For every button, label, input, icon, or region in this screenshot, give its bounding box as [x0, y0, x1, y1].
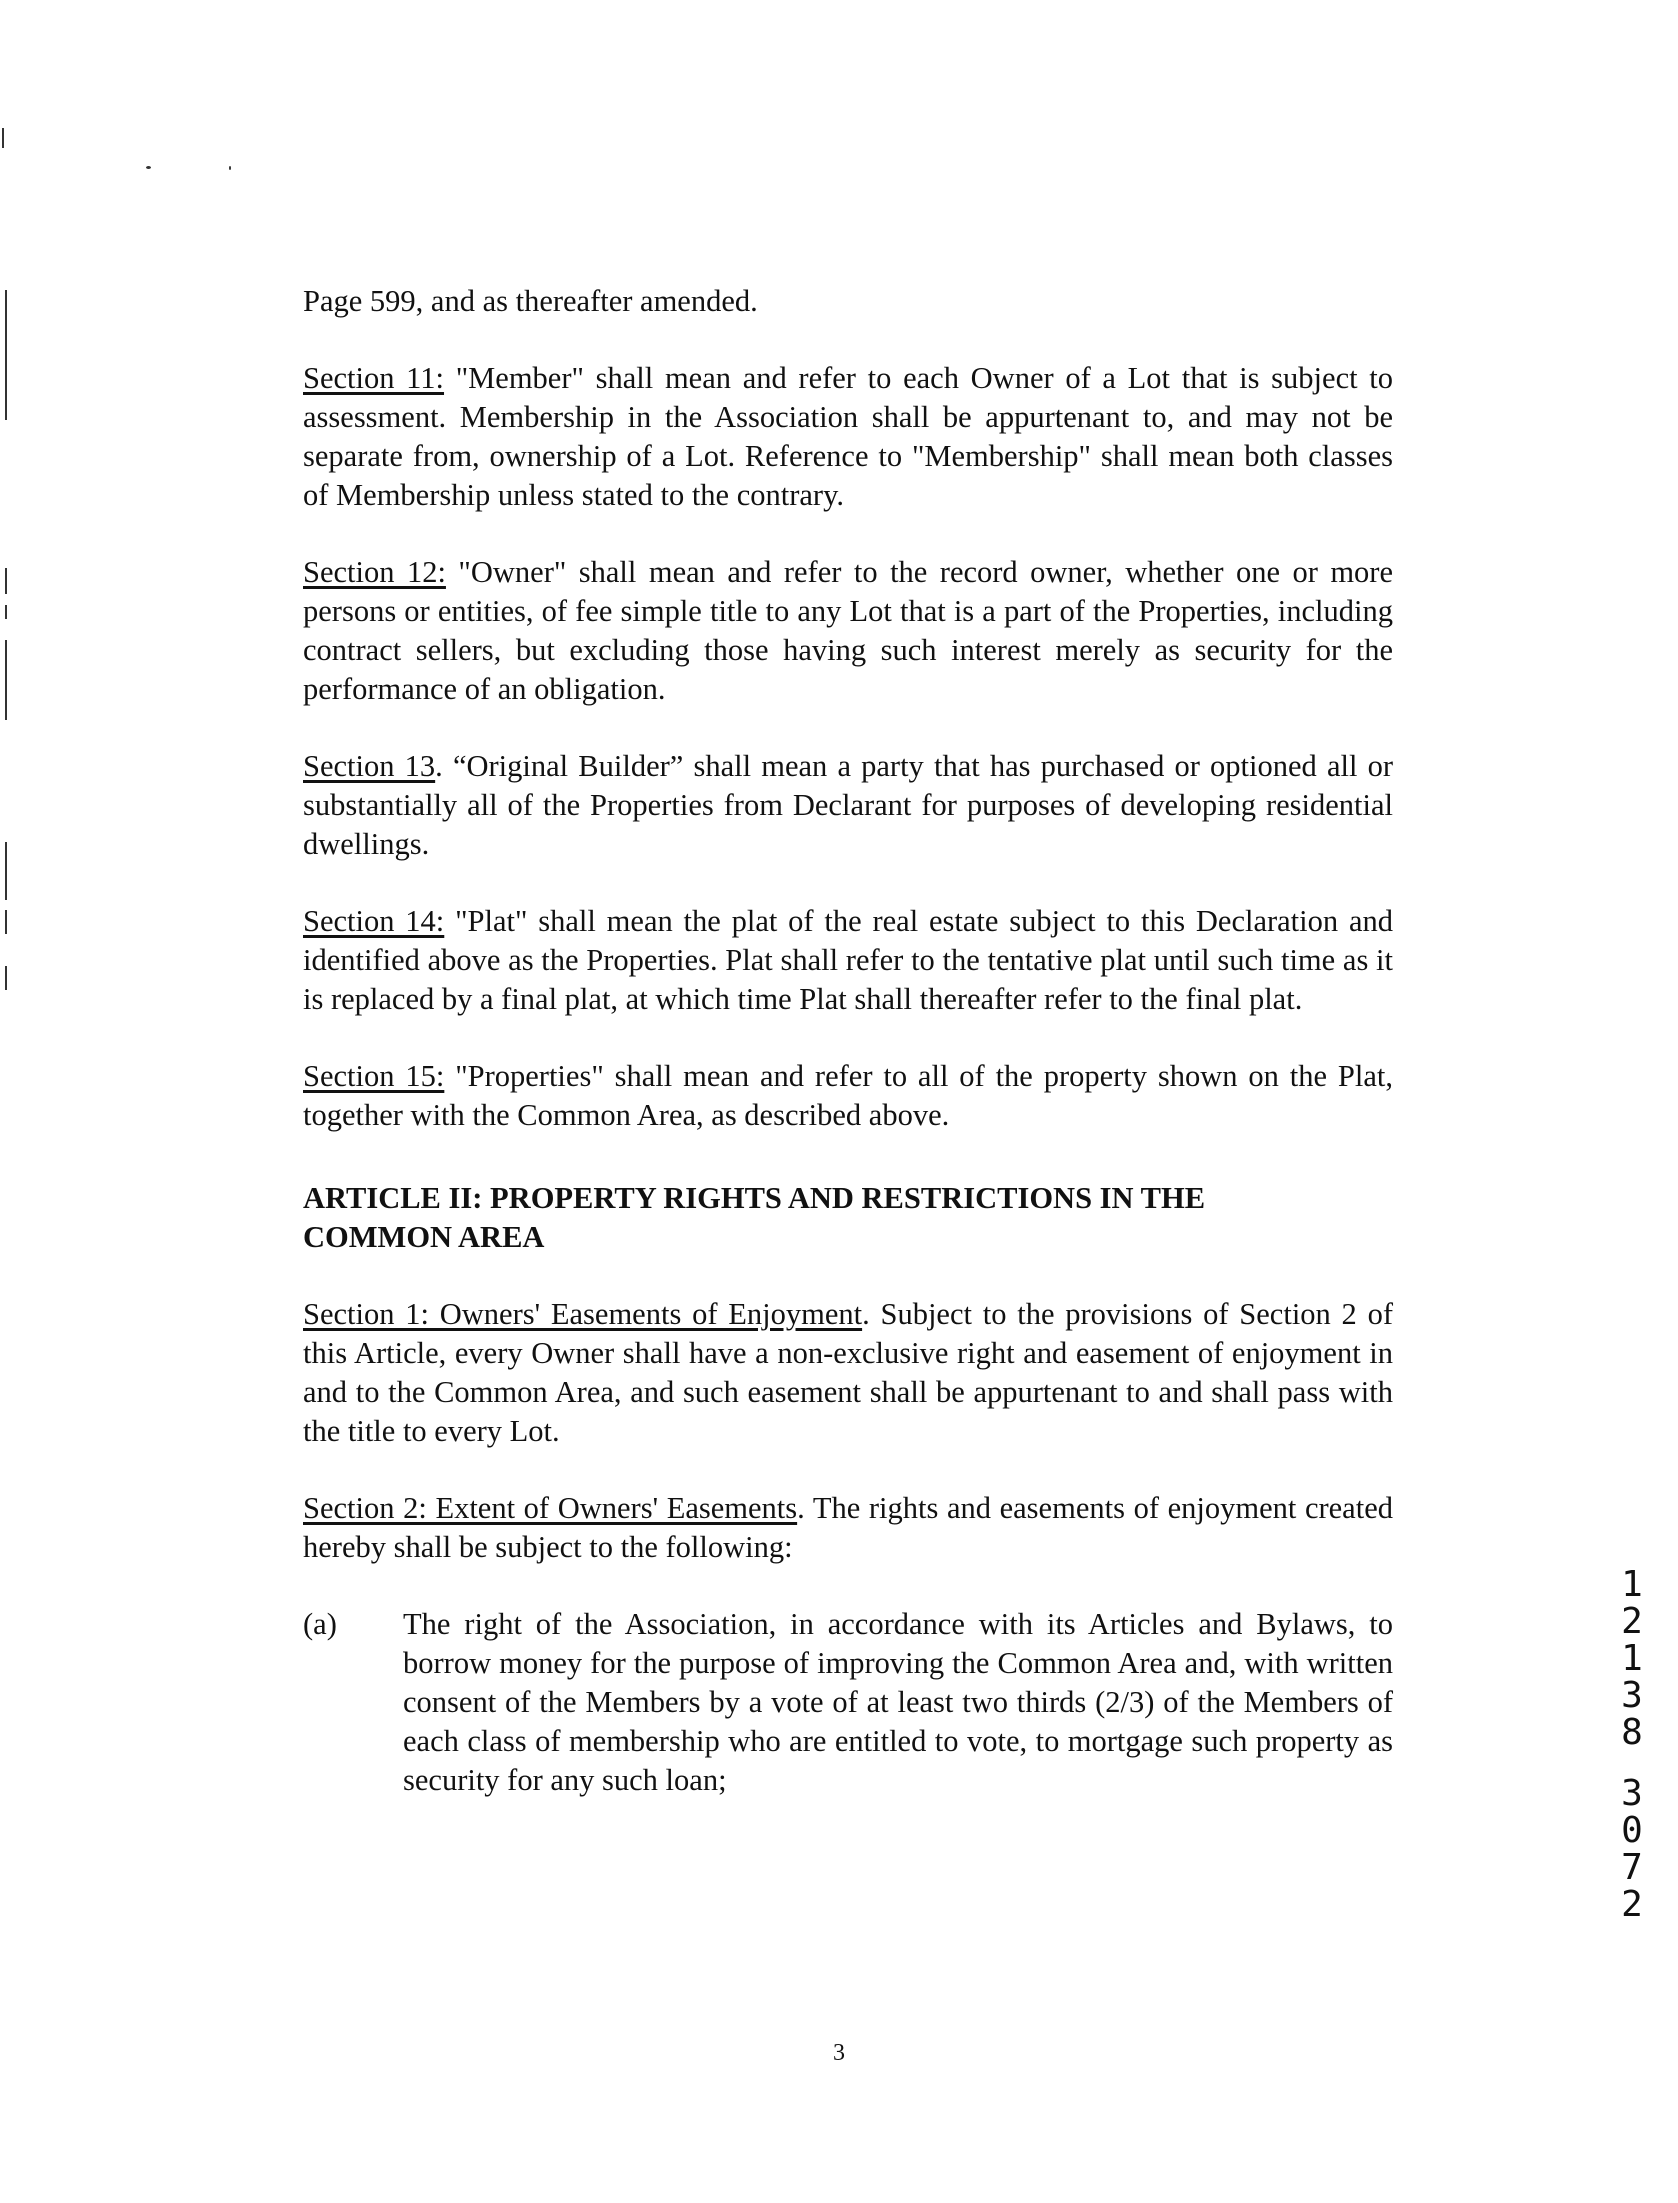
list-text: The right of the Association, in accordance with its Articles and Bylaws, to borrow money for the purpose of improving the Common Area and, with written consent of the Members by a vote of at least two thirds (2/3) of the Members of each class of membership who are entitled to vote, to mortgage such property as security for any such loan; — [403, 1607, 1393, 1797]
stamp-digit: 3 — [1621, 1675, 1643, 1716]
stamp-digit: 7 — [1621, 1847, 1643, 1888]
section-text: . “Original Builder” shall mean a party that has purchased or optioned all or substantially all of the Properties from Declarant for purposes of developing residential dwellings. — [303, 749, 1393, 861]
section-text: "Member" shall mean and refer to each Owner of a Lot that is subject to assessment. Membership in the Association shall be appurtenant to, and may not be separate from, ownership of a Lot. Reference to "Membership" shall mean both classes of Membership unless stated to the contrary. — [303, 361, 1393, 512]
section-label: Section 15: — [303, 1059, 445, 1093]
section-label: Section 1: Owners' Easements of Enjoyment — [303, 1297, 863, 1331]
section-label: Section 14: — [303, 904, 445, 938]
scan-mark — [5, 290, 7, 420]
stamp-digit: 0 — [1621, 1810, 1643, 1851]
stamp-digit: 3 — [1621, 1773, 1643, 1814]
section-13 — [303, 747, 1393, 864]
section-label: Section 11: — [303, 361, 445, 395]
section-text: . The rights and easements of enjoyment created hereby shall be subject to the following: — [303, 1491, 1393, 1564]
section-label: Section 12: — [303, 555, 446, 589]
document-body — [303, 282, 1393, 1838]
scan-mark — [5, 910, 7, 934]
margin-stamp-number — [1612, 1566, 1652, 1923]
scan-mark — [2, 128, 4, 148]
section-15 — [303, 1057, 1393, 1135]
article-section-2 — [303, 1489, 1393, 1567]
section-14 — [303, 902, 1393, 1019]
stamp-digit: 1 — [1621, 1564, 1643, 1605]
stamp-digit: 2 — [1621, 1601, 1643, 1642]
list-marker: (a) — [303, 1607, 337, 1641]
list-item — [303, 1605, 1393, 1800]
stamp-digit: 1 — [1621, 1638, 1643, 1679]
page-number: 3 — [833, 2040, 845, 2066]
stamp-gap — [1612, 1751, 1652, 1775]
intro-line: Page 599, and as thereafter amended. — [303, 284, 758, 318]
section-label: Section 2: Extent of Owners' Easements — [303, 1491, 798, 1525]
stamp-digit: 2 — [1621, 1884, 1643, 1925]
article-section-1 — [303, 1295, 1393, 1451]
scan-mark — [5, 966, 7, 990]
stamp-digit: 8 — [1621, 1712, 1643, 1753]
section-12 — [303, 553, 1393, 709]
scan-mark — [5, 605, 7, 619]
scan-mark — [5, 842, 7, 900]
article-heading: ARTICLE II: PROPERTY RIGHTS AND RESTRICTIONS IN THE COMMON AREA — [303, 1181, 1206, 1254]
section-11 — [303, 359, 1393, 515]
section-text: "Properties" shall mean and refer to all of the property shown on the Plat, together with the Common Area, as described above. — [303, 1059, 1393, 1132]
scan-mark — [5, 640, 7, 720]
scan-speck — [229, 166, 231, 170]
scan-speck — [146, 166, 151, 169]
section-label: Section 13 — [303, 749, 436, 783]
section-text: "Plat" shall mean the plat of the real estate subject to this Declaration and identified above as the Properties. Plat shall refer to the tentative plat until such time as it is replaced by a final plat, at which time Plat shall thereafter refer to the final plat. — [303, 904, 1393, 1016]
scan-mark — [5, 568, 7, 594]
section-text: . Subject to the provisions of Section 2 of this Article, every Owner shall have a non-exclusive right and easement of enjoyment in and to the Common Area, and such easement shall be appurtenant to and shall pass with the title to every Lot. — [303, 1297, 1393, 1448]
section-text: "Owner" shall mean and refer to the record owner, whether one or more persons or entities, of fee simple title to any Lot that is a part of the Properties, including contract sellers, but excluding those having such interest merely as security for the performance of an obligation. — [303, 555, 1393, 706]
